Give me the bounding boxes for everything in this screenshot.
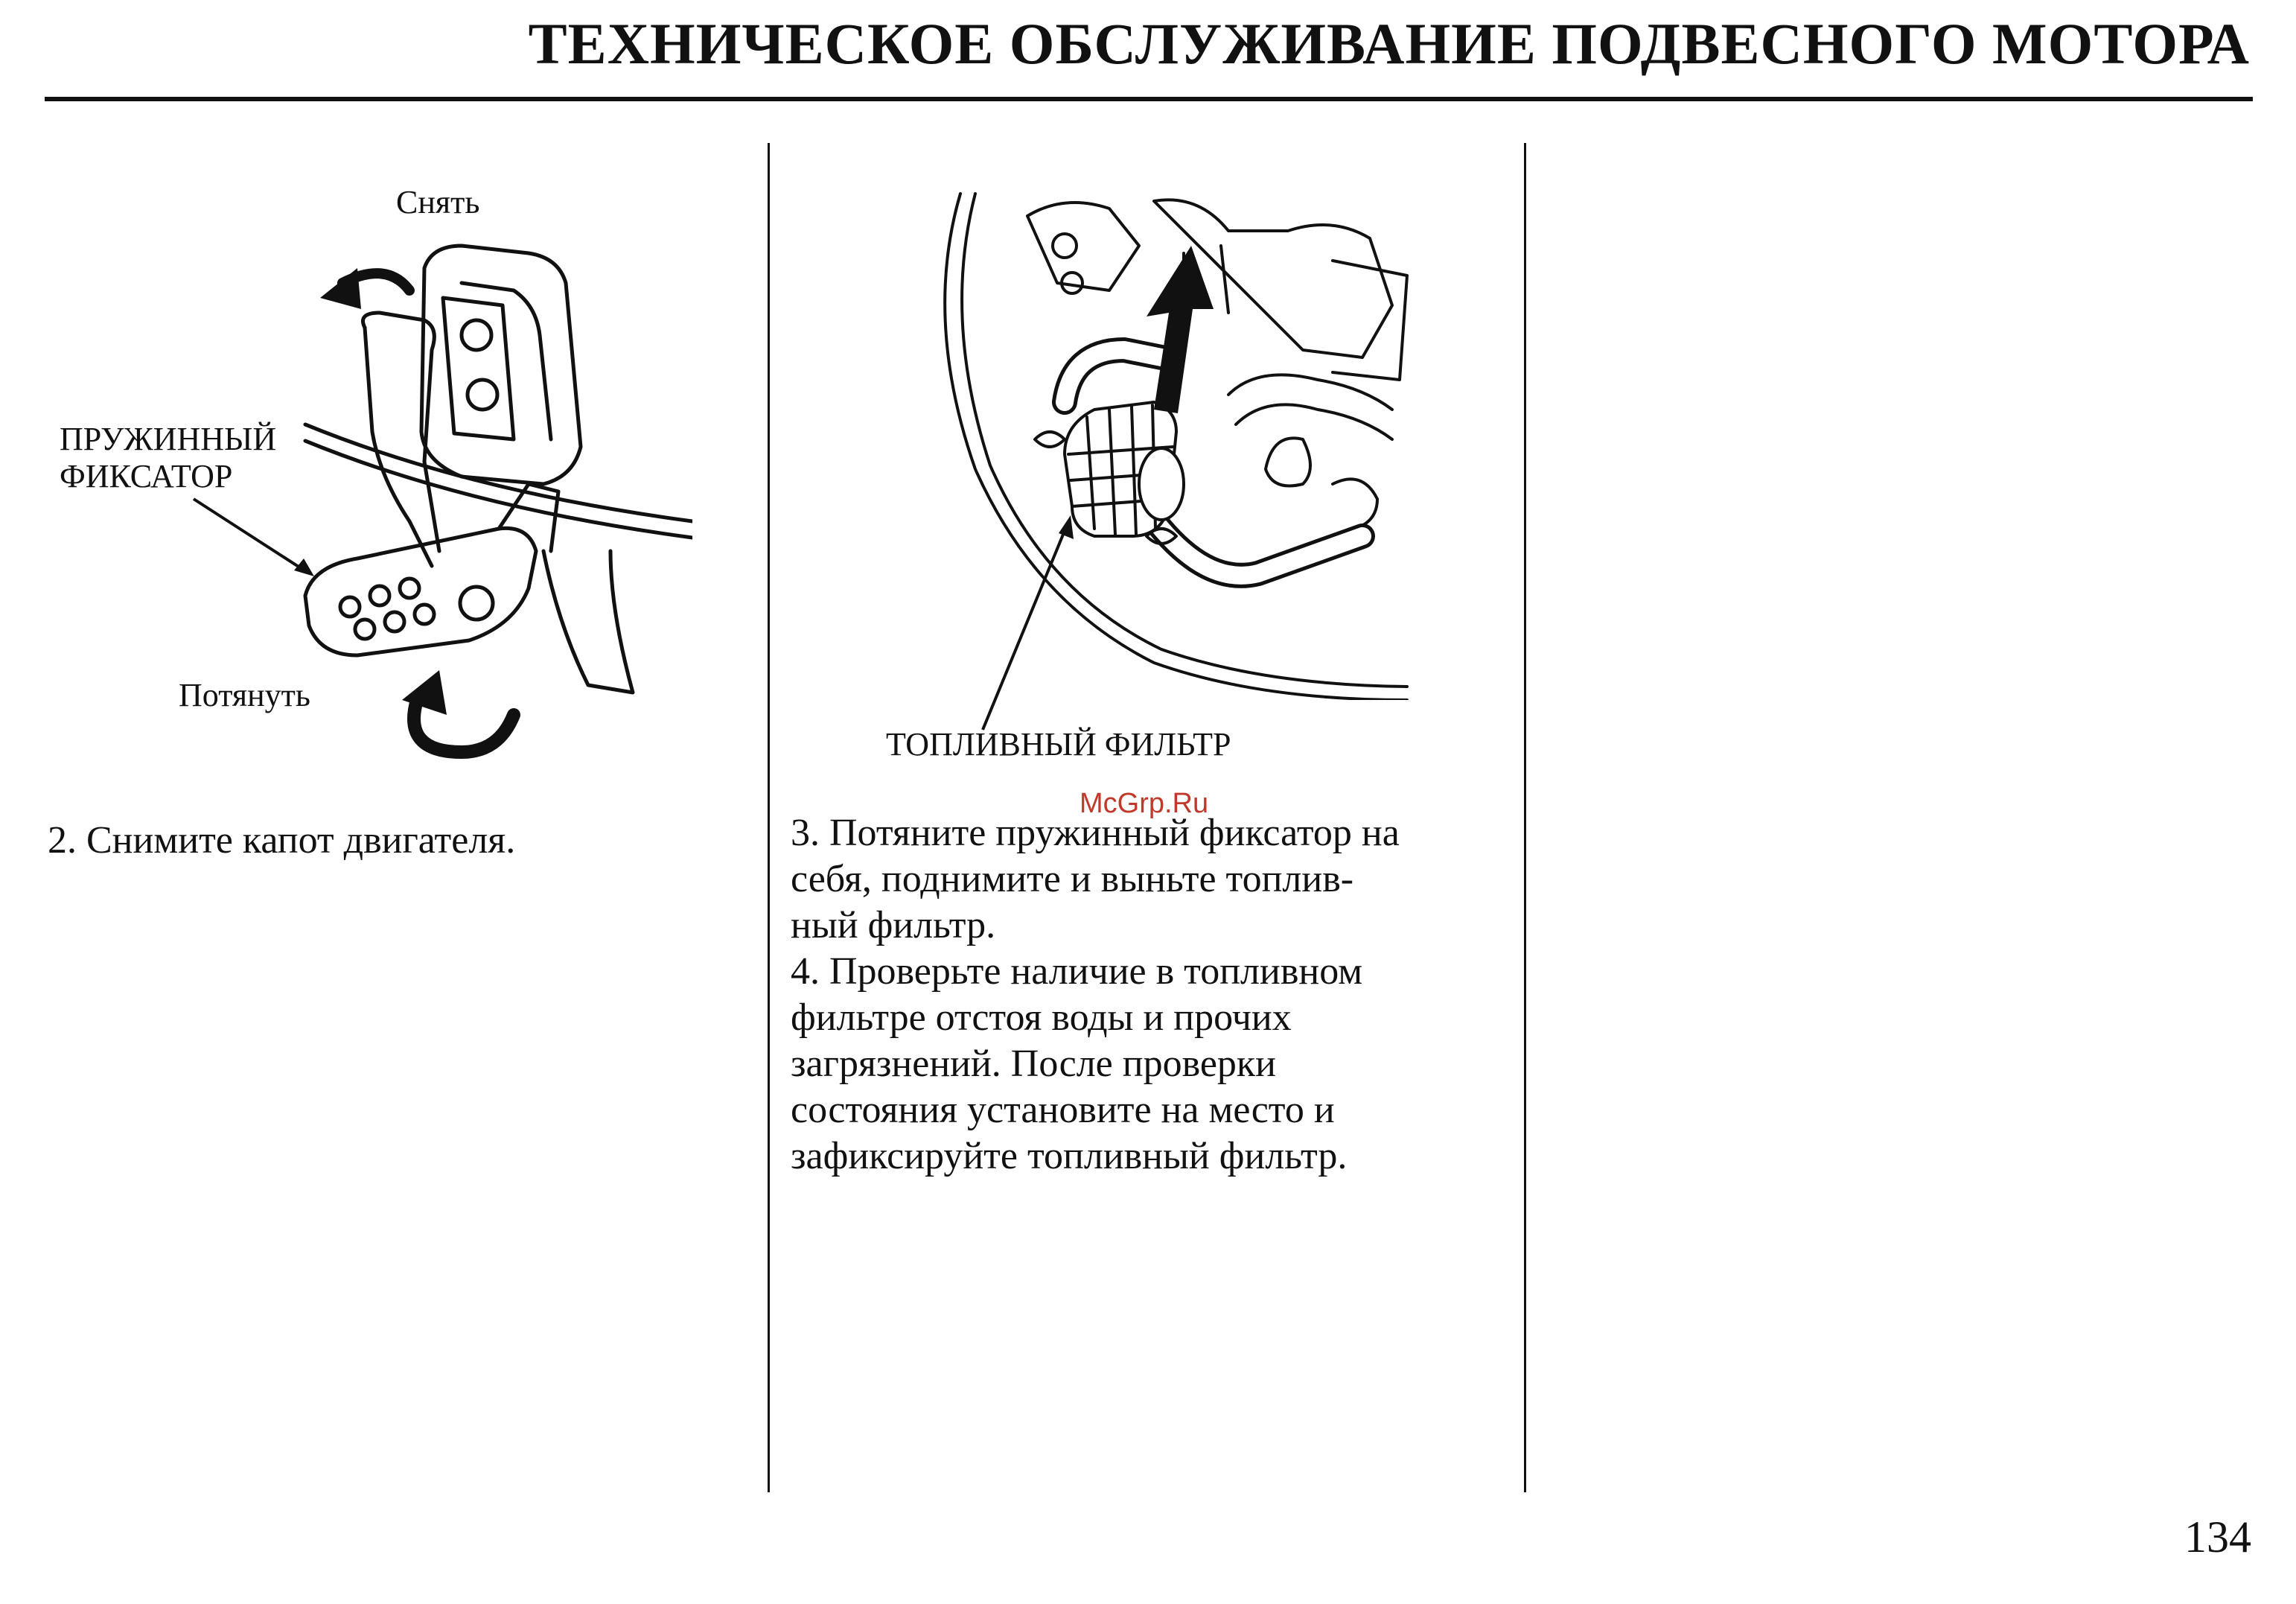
label-remove: Снять <box>396 184 480 220</box>
step-4-line-3: загрязнений. После проверки <box>791 1043 1277 1085</box>
label-spring-clip-line2: ФИКСАТОР <box>60 458 233 494</box>
step-3-line-3: ный фильтр. <box>791 904 996 946</box>
leader-line-spring-clip <box>186 491 320 581</box>
step-4-line-4: состояния установите на место и <box>791 1089 1335 1131</box>
leader-line-fuel-filter <box>975 514 1080 737</box>
page-number: 134 <box>2184 1512 2251 1562</box>
step-4-line-1: 4. Проверьте наличие в топливном <box>791 950 1363 993</box>
label-fuel-filter: ТОПЛИВНЫЙ ФИЛЬТР <box>886 726 1231 763</box>
label-spring-clip-line1: ПРУЖИННЫЙ <box>60 421 277 457</box>
step-2-text: 2. Снимите капот двигателя. <box>48 819 516 862</box>
page-title: ТЕХНИЧЕСКОЕ ОБСЛУЖИВАНИЕ ПОДВЕСНОГО МОТОРА <box>528 11 2250 76</box>
header-rule <box>45 97 2253 101</box>
column-divider-right <box>1524 143 1526 1492</box>
step-3-line-2: себя, поднимите и выньте топлив- <box>791 858 1354 900</box>
step-3-line-1: 3. Потяните пружинный фиксатор на <box>791 812 1400 854</box>
label-pull: Потянуть <box>179 677 310 713</box>
step-4-line-2: фильтре отстоя воды и прочих <box>791 996 1292 1039</box>
column-divider-left <box>768 143 770 1492</box>
step-4-line-5: зафиксируйте топливный фильтр. <box>791 1135 1348 1177</box>
cowl-latch-illustration <box>275 238 692 760</box>
watermark: McGrp.Ru <box>1080 788 1209 819</box>
steps-3-4-text <box>791 810 1400 1180</box>
